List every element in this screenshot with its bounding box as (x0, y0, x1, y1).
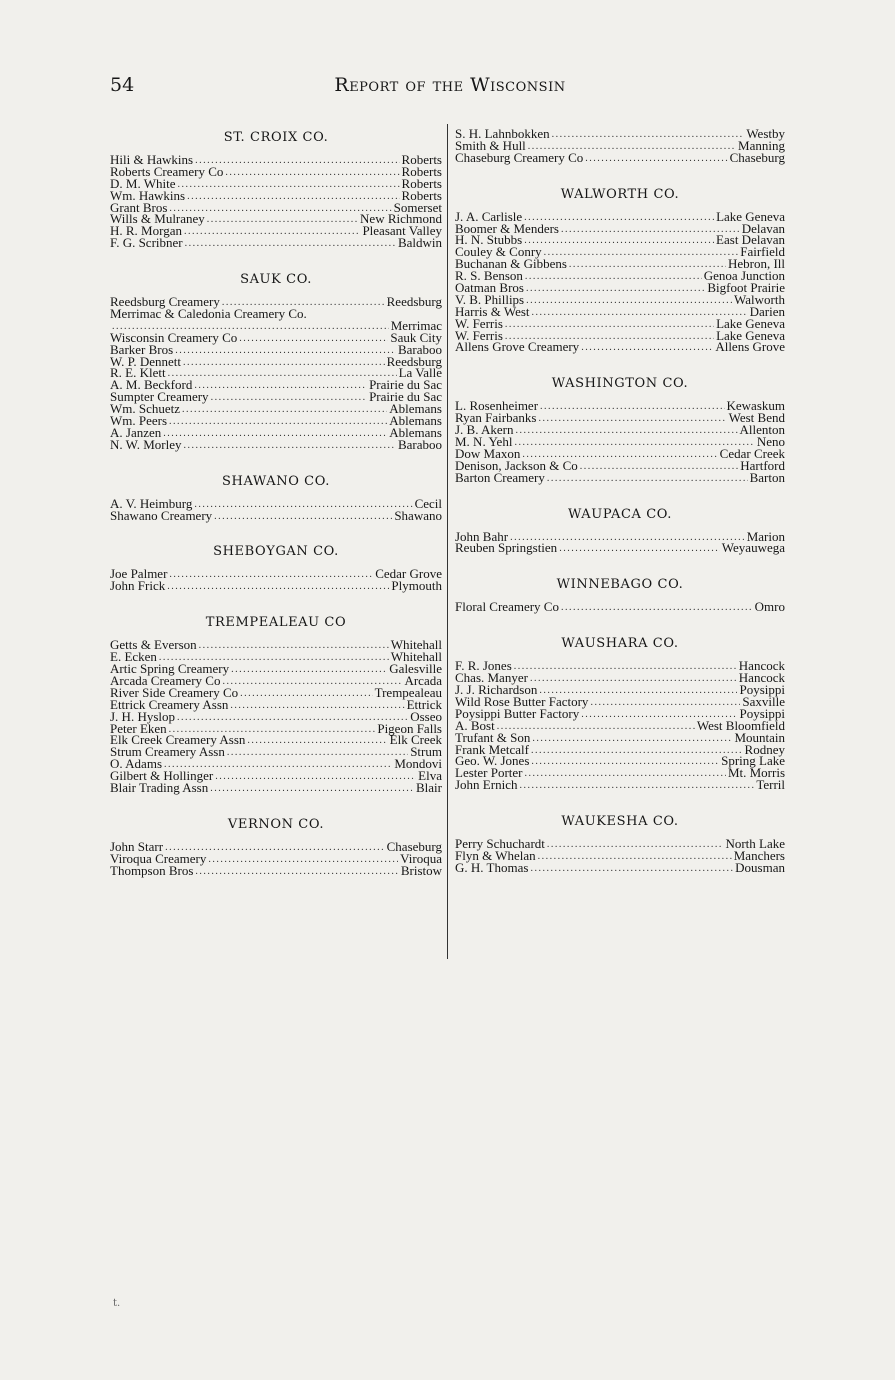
county-heading: WASHINGTON CO. (551, 376, 689, 392)
page-number: 54 (110, 74, 135, 96)
dot-leader (526, 295, 732, 307)
post-office: Cedar Grove (375, 566, 442, 582)
creamery-name: W. Ferris (455, 315, 503, 331)
post-office: Roberts (401, 163, 442, 179)
post-office: Ablemans (389, 424, 442, 440)
creamery-name: John Bahr (455, 528, 509, 544)
dot-leader (210, 783, 414, 795)
creamery-name: Chas. Manyer (455, 670, 528, 686)
post-office: East Delavan (716, 232, 785, 248)
creamery-entry (110, 237, 442, 249)
post-office: Elva (418, 768, 442, 784)
creamery-name: O. Adams (110, 756, 162, 772)
creamery-name: R. S. Benson (455, 268, 523, 284)
dot-leader (169, 724, 376, 736)
creamery-name: N. W. Morley (110, 436, 182, 452)
creamery-entry (455, 469, 785, 485)
dot-leader (528, 141, 736, 153)
dot-leader (199, 640, 389, 652)
creamery-name: H. N. Stubbs (455, 232, 523, 248)
post-office: Reedsburg (386, 294, 442, 310)
dot-leader (215, 771, 416, 783)
post-office: Neno (756, 434, 785, 450)
dot-leader (581, 342, 713, 354)
post-office: Somerset (393, 199, 442, 215)
page-header (110, 74, 790, 98)
creamery-name: G. H. Thomas (455, 859, 529, 875)
post-office: Weyauwega (721, 540, 785, 556)
creamery-name: Flyn & Whelan (455, 847, 536, 863)
creamery-entry (455, 542, 785, 554)
post-office: Poysippi (739, 682, 785, 698)
county-heading: WAUSHARA CO. (561, 636, 679, 652)
post-office: Chaseburg (386, 838, 442, 854)
county-heading: WALWORTH CO. (560, 186, 680, 202)
dot-leader (230, 700, 404, 712)
dot-leader (211, 392, 368, 404)
dot-leader (222, 676, 402, 688)
county-heading: WAUPACA CO. (567, 506, 673, 522)
dot-leader (531, 756, 719, 768)
post-office: Hartford (740, 457, 785, 473)
creamery-name: Reuben Springstien (455, 540, 558, 556)
dot-leader (195, 866, 398, 878)
dot-leader (195, 155, 399, 167)
dot-leader (194, 380, 367, 392)
creamery-entry (455, 341, 785, 353)
dot-leader (580, 461, 738, 473)
dot-leader (225, 167, 399, 179)
post-office: Allens Grove (715, 339, 785, 355)
dot-leader (214, 511, 392, 523)
county-section (110, 128, 442, 249)
dot-leader (164, 759, 392, 771)
creamery-name: Blair Trading Assn (110, 779, 209, 795)
post-office: Marion (746, 528, 785, 544)
creamery-entry (455, 149, 785, 165)
dot-leader (222, 297, 385, 309)
post-office: Poysippi (739, 705, 785, 721)
creamery-name: Wills & Mulraney (110, 211, 205, 227)
creamery-name: Lester Porter (455, 765, 523, 781)
post-office: Cecil (414, 495, 442, 511)
dot-leader (590, 697, 740, 709)
post-office: Roberts (401, 175, 442, 191)
creamery-name: Geo. W. Jones (455, 753, 530, 769)
dot-leader (519, 780, 754, 792)
post-office: Baraboo (397, 436, 442, 452)
dot-leader (169, 203, 391, 215)
creamery-name: M. N. Yehl (455, 434, 513, 450)
creamery-name: Chaseburg Creamery Co (455, 149, 584, 165)
creamery-name: Merrimac & Caledonia Creamery Co. (110, 306, 307, 322)
creamery-name: Ettrick Creamery Assn (110, 696, 229, 712)
dot-leader (547, 473, 748, 485)
creamery-name: Perry Schuchardt (455, 836, 545, 852)
county-section (455, 575, 785, 613)
creamery-entry (455, 303, 785, 319)
creamery-name: A. Janzen (110, 424, 162, 440)
post-office: Roberts (401, 187, 442, 203)
creamery-name: Wisconsin Creamery Co (110, 329, 238, 345)
creamery-name: Buchanan & Gibbens (455, 256, 567, 272)
post-office: Osseo (410, 708, 442, 724)
post-office: Pleasant Valley (362, 223, 442, 239)
post-office: Plymouth (391, 578, 442, 594)
dot-leader (239, 333, 388, 345)
post-office: Elk Creek (389, 732, 442, 748)
county-section (455, 505, 785, 555)
dot-leader (231, 664, 387, 676)
dot-leader (510, 532, 745, 544)
creamery-name: Ryan Fairbanks (455, 410, 537, 426)
post-office: Whitehall (390, 637, 442, 653)
left-column (110, 128, 442, 877)
dot-leader (169, 569, 373, 581)
dot-leader (227, 747, 408, 759)
creamery-name: S. H. Lahnbokken (455, 126, 550, 141)
dot-leader (112, 321, 389, 333)
creamery-name: Dow Maxon (455, 445, 521, 461)
dot-leader (531, 745, 743, 757)
post-office: Trempealeau (374, 684, 442, 700)
dot-leader (561, 602, 753, 614)
creamery-name: John Ernich (455, 777, 518, 793)
dot-leader (516, 425, 738, 437)
dot-leader (524, 235, 714, 247)
creamery-name: H. R. Morgan (110, 223, 182, 239)
creamery-name: Shawano Creamery (110, 507, 213, 523)
running-head: Report of the Wisconsin (334, 74, 566, 96)
creamery-name: Strum Creamery Assn (110, 744, 225, 760)
dot-leader (547, 839, 724, 851)
creamery-name: Joe Palmer (110, 566, 168, 582)
creamery-name: Floral Creamery Co (455, 599, 559, 615)
county-section (455, 634, 785, 791)
dot-leader (581, 709, 737, 721)
creamery-name: Trufant & Son (455, 729, 531, 745)
creamery-name: R. E. Klett (110, 365, 166, 381)
post-office: Shawano (394, 507, 442, 523)
creamery-name: Wm. Hawkins (110, 187, 186, 203)
county-section (110, 472, 442, 522)
dot-leader (514, 437, 754, 449)
county-heading: SHEBOYGAN CO. (213, 544, 339, 560)
post-office: Delavan (741, 220, 785, 236)
post-office: Cedar Creek (719, 445, 785, 461)
creamery-name: J. J. Richardson (455, 682, 538, 698)
creamery-name: Peter Eken (110, 720, 167, 736)
creamery-entry (110, 436, 442, 452)
dot-leader (538, 413, 726, 425)
post-office: North Lake (725, 836, 785, 852)
county-section (110, 542, 442, 592)
creamery-name: Hili & Hawkins (110, 152, 194, 167)
creamery-entry (455, 779, 785, 791)
creamery-name: A. M. Beckford (110, 377, 193, 393)
dot-leader (168, 368, 397, 380)
post-office: Hebron, Ill (727, 256, 785, 272)
dot-leader (544, 247, 739, 259)
dot-leader (585, 153, 727, 165)
dot-leader (569, 259, 726, 271)
county-section (455, 128, 785, 164)
dot-leader (177, 712, 408, 724)
post-office: West Bend (728, 410, 785, 426)
dot-leader (177, 179, 399, 191)
creamery-name: Frank Metcalf (455, 741, 530, 757)
post-office: Omro (754, 599, 785, 615)
creamery-name: W. P. Dennett (110, 353, 182, 369)
county-heading: SHAWANO CO. (222, 473, 330, 489)
creamery-name: Thompson Bros (110, 862, 194, 878)
dot-leader (525, 768, 726, 780)
dot-leader (240, 688, 372, 700)
creamery-name: Smith & Hull (455, 137, 526, 153)
column-divider (447, 124, 448, 959)
dot-leader (522, 449, 717, 461)
post-office: Saxville (742, 693, 785, 709)
creamery-name: Elk Creek Creamery Assn (110, 732, 246, 748)
dot-leader (208, 854, 398, 866)
page-mark: t. (113, 1298, 121, 1309)
post-office: Mountain (734, 729, 785, 745)
creamery-name: Artic Spring Creamery (110, 661, 230, 677)
creamery-name: Couley & Conry (455, 244, 542, 260)
dot-leader (561, 224, 740, 236)
post-office: Baldwin (397, 235, 442, 251)
post-office: Bigfoot Prairie (707, 280, 785, 296)
post-office: Bristow (400, 862, 442, 878)
creamery-name: Oatman Bros (455, 280, 524, 296)
county-heading: TREMPEALEAU CO (205, 615, 347, 631)
dot-leader (559, 543, 720, 555)
post-office: Darien (749, 303, 785, 319)
creamery-name: Wild Rose Butter Factory (455, 693, 589, 709)
dot-leader (552, 129, 745, 141)
dot-leader (185, 238, 396, 250)
post-office: Ablemans (389, 413, 442, 429)
post-office: Manchers (733, 847, 785, 863)
creamery-name: V. B. Phillips (455, 291, 525, 307)
dot-leader (532, 733, 732, 745)
post-office: Blair (416, 779, 442, 795)
creamery-name: Harris & West (455, 303, 530, 319)
creamery-entry (455, 601, 785, 613)
creamery-name: Boomer & Menders (455, 220, 559, 236)
post-office: Ettrick (406, 696, 442, 712)
county-section (110, 270, 442, 451)
dot-leader (532, 307, 748, 319)
creamery-name: Allens Grove Creamery (455, 339, 580, 355)
post-office: Rodney (744, 741, 785, 757)
post-office: Roberts (401, 152, 442, 167)
creamery-name: E. Ecken (110, 649, 157, 665)
creamery-name: A. Bost (455, 717, 495, 733)
creamery-name: Denison, Jackson & Co (455, 457, 578, 473)
dot-leader (526, 283, 705, 295)
county-heading: SAUK CO. (240, 272, 312, 288)
post-office: Dousman (735, 859, 785, 875)
creamery-name: W. Ferris (455, 327, 503, 343)
post-office: Pigeon Falls (377, 720, 442, 736)
dot-leader (530, 673, 737, 685)
dot-leader (505, 319, 714, 331)
creamery-name: Sumpter Creamery (110, 389, 209, 405)
post-office: Lake Geneva (716, 327, 785, 343)
post-office: Manning (738, 137, 785, 153)
post-office: Walworth (734, 291, 785, 307)
post-office: Hancock (738, 670, 785, 686)
dot-leader (194, 499, 412, 511)
dot-leader (497, 721, 695, 733)
right-column (455, 128, 785, 874)
post-office: Kewaskum (726, 398, 785, 414)
post-office: Prairie du Sac (369, 389, 442, 405)
creamery-entry (110, 580, 442, 592)
post-office: Fairfield (740, 244, 785, 260)
post-office: Spring Lake (721, 753, 785, 769)
creamery-entry (455, 859, 785, 875)
post-office: Whitehall (390, 649, 442, 665)
dot-leader (207, 214, 358, 226)
county-section (455, 374, 785, 483)
post-office: Barton (749, 469, 785, 485)
creamery-name: J. H. Hyslop (110, 708, 176, 724)
creamery-entry (110, 507, 442, 523)
post-office: Reedsburg (386, 353, 442, 369)
dot-leader (165, 842, 385, 854)
post-office: Lake Geneva (716, 208, 785, 224)
creamery-name: L. Rosenheimer (455, 398, 539, 414)
dot-leader (525, 271, 702, 283)
post-office: Chaseburg (729, 149, 785, 165)
creamery-entry (110, 862, 442, 878)
county-section (455, 812, 785, 874)
post-office: Arcada (404, 672, 442, 688)
creamery-name: Wm. Peers (110, 413, 168, 429)
post-office: New Richmond (360, 211, 442, 227)
dot-leader (182, 404, 387, 416)
county-heading: VERNON CO. (227, 816, 325, 832)
creamery-name: Barker Bros (110, 341, 174, 357)
county-section (110, 613, 442, 794)
creamery-name: Arcada Creamery Co (110, 672, 221, 688)
dot-leader (538, 851, 732, 863)
dot-leader (175, 345, 396, 357)
post-office: West Bloomfield (696, 717, 785, 733)
creamery-name: Grant Bros (110, 199, 168, 215)
dot-leader (187, 191, 399, 203)
dot-leader (167, 581, 389, 593)
post-office: Merrimac (390, 317, 442, 333)
creamery-name: Poysippi Butter Factory (455, 705, 580, 721)
dot-leader (247, 735, 387, 747)
creamery-name: Roberts Creamery Co (110, 163, 224, 179)
post-office: Ablemans (389, 401, 442, 417)
post-office: Westby (746, 126, 785, 141)
post-office: Allenton (739, 422, 785, 438)
post-office: Sauk City (390, 329, 442, 345)
creamery-name: Barton Creamery (455, 469, 545, 485)
creamery-name: J. A. Carlisle (455, 208, 523, 224)
post-office: Mt. Morris (727, 765, 785, 781)
post-office: Viroqua (400, 850, 442, 866)
dot-leader (524, 212, 714, 224)
post-office: Mondovi (394, 756, 442, 772)
creamery-name: John Frick (110, 578, 166, 594)
creamery-name: River Side Creamery Co (110, 684, 239, 700)
creamery-name: Reedsburg Creamery (110, 294, 220, 310)
post-office: Hancock (738, 658, 785, 674)
dot-leader (184, 226, 360, 238)
creamery-name: John Starr (110, 838, 164, 854)
post-office: Baraboo (397, 341, 442, 357)
post-office: Prairie du Sac (369, 377, 442, 393)
creamery-name: Viroqua Creamery (110, 850, 207, 866)
post-office: Galesville (389, 661, 442, 677)
county-heading: WINNEBAGO CO. (556, 577, 684, 593)
dot-leader (539, 685, 737, 697)
post-office: La Valle (398, 365, 442, 381)
creamery-entry (455, 705, 785, 721)
post-office: Genoa Junction (703, 268, 785, 284)
dot-leader (169, 416, 387, 428)
county-section (110, 815, 442, 877)
post-office: Lake Geneva (716, 315, 785, 331)
county-heading: ST. CROIX CO. (223, 130, 329, 145)
dot-leader (163, 428, 387, 440)
county-section (455, 185, 785, 354)
county-heading: WAUKESHA CO. (561, 814, 679, 830)
dot-leader (514, 661, 737, 673)
dot-leader (183, 357, 385, 369)
post-office: Terril (756, 777, 785, 793)
creamery-name: F. R. Jones (455, 658, 512, 674)
dot-leader (530, 863, 733, 875)
creamery-entry (110, 779, 442, 795)
post-office: Strum (410, 744, 442, 760)
dot-leader (159, 652, 389, 664)
creamery-name: Getts & Everson (110, 637, 197, 653)
dot-leader (184, 440, 396, 452)
creamery-name: D. M. White (110, 175, 176, 191)
dot-leader (505, 331, 714, 343)
creamery-name: Wm. Schuetz (110, 401, 181, 417)
dot-leader (540, 401, 724, 413)
creamery-name: A. V. Heimburg (110, 495, 193, 511)
creamery-name: Gilbert & Hollinger (110, 768, 214, 784)
creamery-name: F. G. Scribner (110, 235, 183, 251)
creamery-name: J. B. Akern (455, 422, 514, 438)
